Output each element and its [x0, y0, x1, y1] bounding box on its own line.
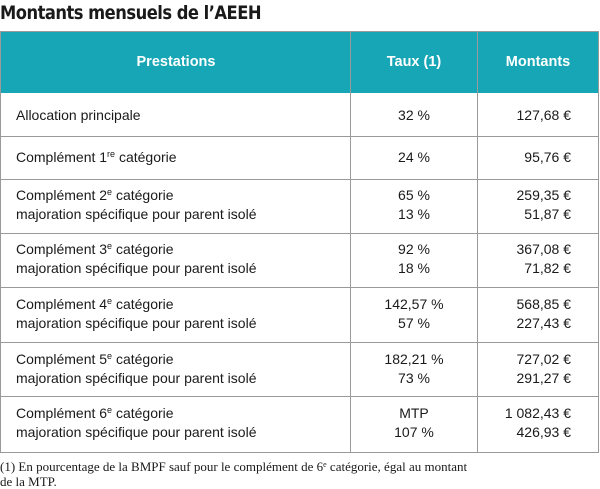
taux-value: 65 % [398, 187, 430, 203]
montant-value: 1 082,43 € [504, 405, 571, 421]
header-prestations: Prestations [136, 54, 216, 70]
header-montants: Montants [505, 54, 571, 70]
taux-value: 18 % [398, 260, 430, 276]
majoration-label: majoration spécifique pour parent isolé [16, 206, 257, 222]
montant-value: 727,02 € [516, 351, 571, 367]
footnote [0, 459, 560, 489]
prestation-label: Complément 6e catégorie [16, 405, 174, 421]
prestation-label: Complément 4e catégorie [16, 296, 174, 312]
montant-value: 426,93 € [516, 424, 571, 440]
row-divider [1, 136, 598, 137]
row-divider [1, 396, 598, 397]
montant-value: 95,76 € [524, 149, 571, 165]
row-divider [1, 287, 598, 288]
taux-value: MTP [399, 405, 429, 421]
taux-value: 32 % [398, 107, 430, 123]
footnote-line-1: (1) En pourcentage de la BMPF sauf pour le complément de 6e catégorie, égal au montant [0, 459, 468, 474]
montant-value: 259,35 € [516, 187, 571, 203]
montant-value: 127,68 € [516, 107, 571, 123]
prestation-label: Allocation principale [16, 107, 141, 123]
montant-value: 227,43 € [516, 315, 571, 331]
header-taux: Taux (1) [386, 54, 442, 70]
taux-value: 24 % [398, 149, 430, 165]
montant-value: 291,27 € [516, 370, 571, 386]
row-divider [1, 233, 598, 234]
taux-value: 73 % [398, 370, 430, 386]
column-divider [477, 32, 478, 452]
majoration-label: majoration spécifique pour parent isolé [16, 370, 257, 386]
montant-value: 71,82 € [524, 260, 571, 276]
row-divider [1, 342, 598, 343]
taux-value: 13 % [398, 206, 430, 222]
majoration-label: majoration spécifique pour parent isolé [16, 260, 257, 276]
montant-value: 568,85 € [516, 296, 571, 312]
prestation-label: Complément 3e catégorie [16, 241, 174, 257]
table-header [1, 32, 598, 93]
page-title: Montants mensuels de l’AEEH [0, 2, 262, 24]
footnote-line-2: de la MTP. [0, 474, 57, 489]
montant-value: 367,08 € [516, 241, 571, 257]
prestation-label: Complément 1re catégorie [16, 149, 177, 165]
taux-value: 107 % [394, 424, 434, 440]
prestation-label: Complément 2e catégorie [16, 187, 174, 203]
row-divider [1, 179, 598, 180]
taux-value: 92 % [398, 241, 430, 257]
prestation-label: Complément 5e catégorie [16, 351, 174, 367]
taux-value: 142,57 % [384, 296, 444, 312]
majoration-label: majoration spécifique pour parent isolé [16, 424, 257, 440]
montant-value: 51,87 € [524, 206, 571, 222]
majoration-label: majoration spécifique pour parent isolé [16, 315, 257, 331]
allowance-table [0, 31, 599, 453]
taux-value: 57 % [398, 315, 430, 331]
taux-value: 182,21 % [384, 351, 444, 367]
